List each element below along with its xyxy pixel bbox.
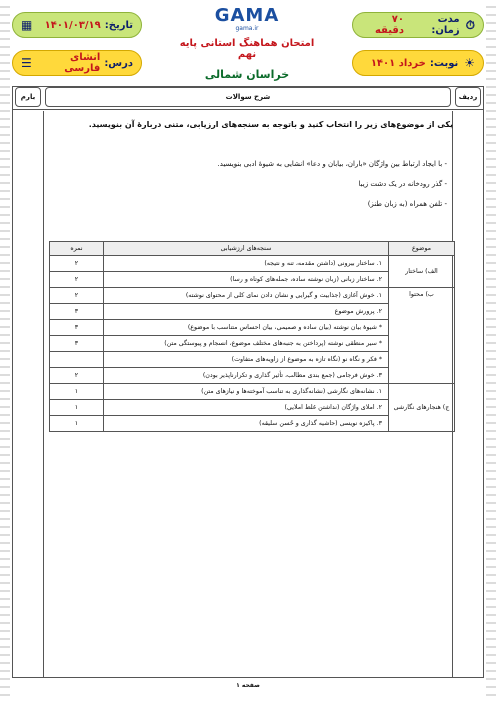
logo-area [172, 6, 322, 81]
left-margin-stripe [0, 0, 10, 702]
books-icon: ☰ [21, 56, 32, 70]
shift-label: نوبت: [429, 57, 459, 69]
rubric-row [50, 256, 455, 272]
rubric-score: ۲ [50, 272, 104, 288]
clock-icon: ⏱ [465, 17, 475, 32]
topic-item: - گذر رودخانه در یک دشت زیبا [358, 180, 447, 188]
rubric-score [50, 352, 104, 368]
score-column-divider [43, 111, 44, 677]
rubric-criterion: * فکر و نگاه نو (نگاه تازه به موضوع از زاویه‌های متفاوت) [104, 352, 389, 368]
rubric-table [49, 241, 455, 432]
rubric-criterion: ۳. خوش فرجامی (جمع بندی مطالب، تأثیر گذاری و تکرارناپذیر بودن) [104, 368, 389, 384]
topic-item: - با ایجاد ارتباط بین واژگان «باران، بیابان و دعا» انشایی به شیوهٔ ادبی بنویسید. [217, 160, 447, 168]
shift-value: خرداد ۱۴۰۱ [370, 57, 426, 69]
questions-column-header: شرح سوالات [45, 87, 451, 107]
rubric-topic-header: موضوع [389, 242, 455, 256]
date-label: تاریخ: [104, 19, 133, 31]
rubric-score: ۲ [50, 368, 104, 384]
rubric-score: ۳ [50, 336, 104, 352]
duration-label: مدت زمان: [431, 14, 460, 36]
gama-logo: GAMA [214, 5, 280, 26]
rubric-score: ۲ [50, 256, 104, 272]
rubric-criterion: * سیر منطقی نوشته (پرداختن به جنبه‌های مختلف موضوع، انسجام و پیوستگی متن) [104, 336, 389, 352]
exam-header [12, 6, 484, 81]
subject-label: درس: [104, 57, 133, 69]
header-divider [13, 109, 483, 110]
rubric-criterion: ۱. خوش آغازی (جذابیت و گیرایی و نشان دادن نمای کلی از محتوای نوشته) [104, 288, 389, 304]
shift-pill [352, 50, 484, 76]
rubric-header-row [50, 242, 455, 256]
date-value: ۱۴۰۱/۰۳/۱۹ [44, 19, 101, 31]
rubric-criterion: ۲. املای واژگان (نداشتن غلط املایی) [104, 400, 389, 416]
rubric-criterion: ۱. ساختار بیرونی (داشتن مقدمه، تنه و نتیجه) [104, 256, 389, 272]
gama-logo-subtitle: gama.ir [235, 25, 259, 32]
rubric-topic-content: ب) محتوا [389, 288, 455, 384]
rubric-topic-structure: الف) ساختار [389, 256, 455, 288]
rubric-row [50, 384, 455, 400]
row-column-header: ردیف [455, 87, 481, 107]
page-number: صفحه ۱ [236, 682, 260, 689]
date-pill [12, 12, 142, 38]
duration-pill [352, 12, 484, 38]
rubric-criterion: ۲. ساختار زبانی (زبان نوشته ساده، جمله‌های کوتاه و رسا) [104, 272, 389, 288]
duration-value: ۷۰ دقیقه [374, 14, 404, 36]
rubric-score: ۳ [50, 320, 104, 336]
rubric-criteria-header: سنجه‌های ارزشیابی [104, 242, 389, 256]
rubric-score-header: نمره [50, 242, 104, 256]
rubric-topic-writing-norms: ج) هنجارهای نگارشی [389, 384, 455, 432]
rubric-criterion: ۱. نشانه‌های نگارشی (نشانه‌گذاری به تناسب آموخته‌ها و نیازهای متن) [104, 384, 389, 400]
exam-title: امتحان هماهنگ استانی پایه نهم [179, 38, 315, 60]
rubric-criterion: ۲. پرورش موضوع [104, 304, 389, 320]
subject-value: انشای فارسی [64, 52, 101, 74]
rubric-row [50, 288, 455, 304]
rubric-criterion: * شیوهٔ بیان نوشته (بیان ساده و صمیمی، بیان احساس متناسب با موضوع) [104, 320, 389, 336]
rubric-score: ۲ [50, 288, 104, 304]
calendar-icon: ▦ [21, 18, 33, 32]
rubric-score: ۱ [50, 384, 104, 400]
rubric-score: ۱ [50, 400, 104, 416]
sun-icon: ☀ [464, 56, 475, 70]
score-column-header: بارم [15, 87, 41, 107]
province-name: خراسان شمالی [204, 68, 290, 81]
rubric-score: ۱ [50, 416, 104, 432]
topic-item: - تلفن همراه (به زبان طنز) [367, 200, 447, 208]
question-text: یکی از موضوع‌های زیر را انتخاب کنید و باتوجه به سنجه‌های ارزیابی، متنی دربارهٔ آن بنویسید. [88, 120, 453, 129]
rubric-score: ۳ [50, 304, 104, 320]
subject-pill [12, 50, 142, 76]
question-sheet [12, 86, 484, 678]
right-margin-stripe [486, 0, 496, 702]
rubric-criterion: ۳. پاکیزه نویسی (حاشیه گذاری و حُسن سلیقه) [104, 416, 389, 432]
